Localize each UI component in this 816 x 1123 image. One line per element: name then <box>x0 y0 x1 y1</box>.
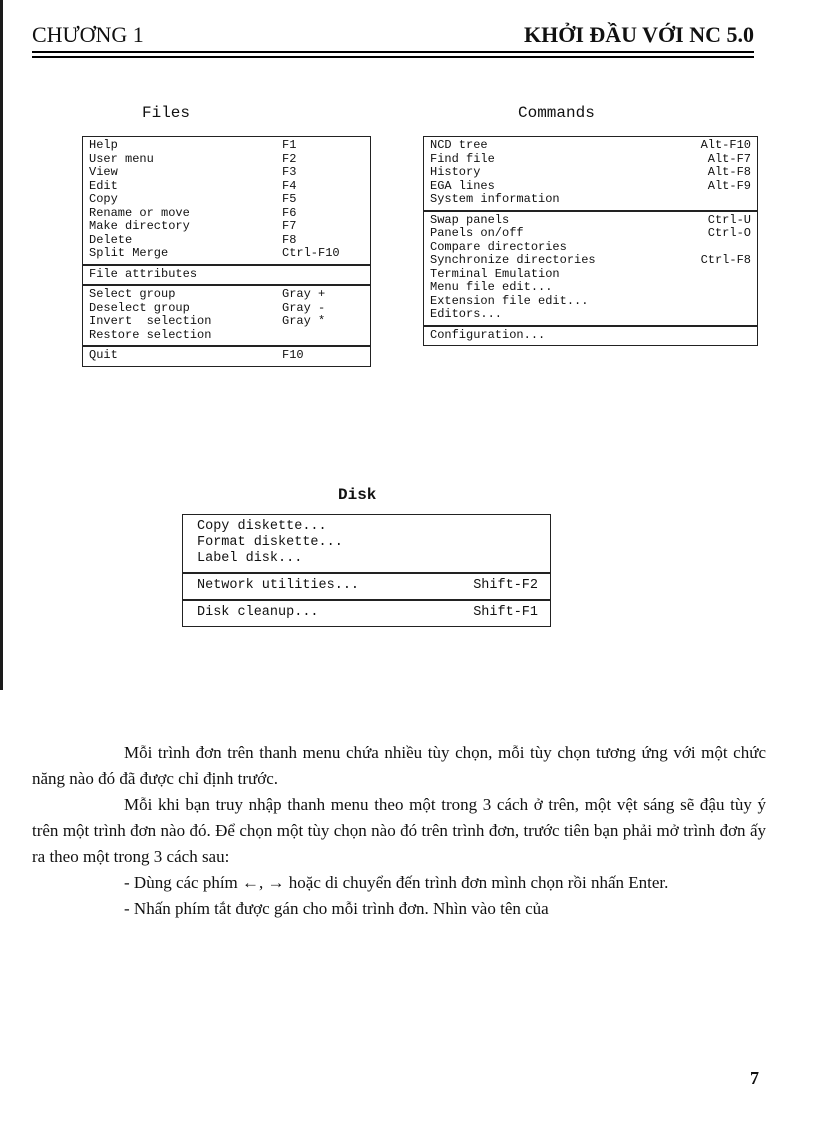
menu-item[interactable] <box>83 288 370 302</box>
menu-group <box>183 572 550 599</box>
menu-group <box>424 137 757 210</box>
menu-item-label: Help <box>89 138 118 152</box>
menu-item-shortcut: F2 <box>282 151 297 166</box>
paragraph: - Dùng các phím ←, → hoặc di chuyển đến trình đơn mình chọn rồi nhấn Enter. <box>124 873 669 892</box>
header-rule <box>32 51 754 53</box>
menu-item-label: Label disk... <box>197 551 303 566</box>
menu-item-shortcut: Ctrl-F10 <box>282 246 340 260</box>
menu-item-shortcut: Ctrl-O <box>707 226 751 240</box>
menu-item[interactable] <box>183 578 550 594</box>
menu-item-label: Extension file edit... <box>430 293 589 308</box>
menu-group <box>424 210 757 325</box>
menu-item-label: Menu file edit... <box>430 280 553 294</box>
menu-item-shortcut: Alt-F10 <box>700 138 751 152</box>
menu-item-label: User menu <box>89 151 154 166</box>
menu-group <box>83 137 370 264</box>
files-menu-title: Files <box>142 104 191 122</box>
menu-item[interactable] <box>424 214 757 228</box>
menu-item-label: Format diskette... <box>197 535 343 550</box>
menu-item[interactable] <box>83 193 370 207</box>
menu-group <box>424 325 757 346</box>
menu-item-label: Panels on/off <box>430 226 524 240</box>
menu-item-shortcut <box>751 308 757 322</box>
menu-item-shortcut <box>538 551 550 567</box>
commands-menu-panel <box>423 136 758 346</box>
menu-item-shortcut: F5 <box>282 192 297 206</box>
menu-group <box>83 264 370 285</box>
menu-item-shortcut: Alt-F9 <box>707 178 751 193</box>
page-number: 7 <box>750 1068 759 1088</box>
menu-group <box>183 515 550 572</box>
menu-item-shortcut: Shift-F1 <box>473 605 538 620</box>
menu-item-label: History <box>430 165 481 179</box>
menu-item[interactable] <box>424 153 757 167</box>
menu-item[interactable] <box>83 349 370 363</box>
menu-item-shortcut: Shift-F2 <box>473 578 538 593</box>
menu-item-label: Deselect group <box>89 300 190 315</box>
menu-item-shortcut <box>751 295 757 309</box>
menu-item[interactable] <box>83 180 370 194</box>
chapter-label: CHƯƠNG 1 <box>32 22 144 47</box>
menu-item[interactable] <box>183 605 550 621</box>
menu-item-label: Split Merge <box>89 246 169 260</box>
menu-group <box>183 599 550 626</box>
menu-item[interactable] <box>424 268 757 282</box>
menu-item[interactable] <box>83 302 370 316</box>
page-header <box>32 22 754 52</box>
body-text <box>32 740 766 922</box>
menu-item-shortcut: F1 <box>282 138 297 152</box>
menu-item[interactable] <box>424 241 757 255</box>
menu-item[interactable] <box>83 220 370 234</box>
menu-item-label: Editors... <box>430 307 503 321</box>
menu-item[interactable] <box>83 329 370 343</box>
menu-item-label: Compare directories <box>430 239 567 254</box>
menu-item-shortcut <box>751 193 757 207</box>
menu-item-shortcut: Ctrl-F8 <box>700 253 751 267</box>
menu-item-shortcut: F3 <box>282 165 297 179</box>
disk-menu-panel <box>182 514 551 627</box>
menu-item[interactable] <box>424 254 757 268</box>
menu-item-label: Configuration... <box>430 327 546 342</box>
menu-item-label: System information <box>430 192 560 206</box>
menu-item-shortcut <box>751 268 757 282</box>
menu-item-label: Select group <box>89 287 176 301</box>
menu-item[interactable] <box>424 227 757 241</box>
menu-item[interactable] <box>424 166 757 180</box>
menu-item[interactable] <box>424 281 757 295</box>
menu-item-label: Disk cleanup... <box>197 605 319 620</box>
menu-item[interactable] <box>424 295 757 309</box>
menu-item-shortcut: Gray * <box>282 314 326 328</box>
paragraph: - Nhấn phím tắt được gán cho mỗi trình đơn. Nhìn vào tên của <box>124 899 549 918</box>
menu-item-shortcut: F7 <box>282 219 297 233</box>
menu-item[interactable] <box>183 551 550 567</box>
menu-item[interactable] <box>424 329 757 343</box>
menu-item[interactable] <box>183 519 550 535</box>
menu-item-shortcut <box>538 519 550 535</box>
menu-item-label: Delete <box>89 232 133 247</box>
menu-item-label: EGA lines <box>430 178 495 193</box>
menu-item-shortcut: Gray - <box>282 300 326 315</box>
menu-item-shortcut <box>538 535 550 551</box>
menu-item-label: Network utilities... <box>197 578 360 593</box>
menu-item-label: Rename or move <box>89 205 190 220</box>
menu-item[interactable] <box>83 153 370 167</box>
menu-item-label: Make directory <box>89 219 190 233</box>
menu-item[interactable] <box>424 193 757 207</box>
commands-menu-title: Commands <box>518 104 595 122</box>
menu-item[interactable] <box>83 207 370 221</box>
files-menu-panel <box>82 136 371 367</box>
menu-item-label: Terminal Emulation <box>430 266 560 281</box>
menu-item-shortcut <box>282 268 370 282</box>
menu-item-shortcut: F10 <box>282 348 304 362</box>
menu-item[interactable] <box>83 247 370 261</box>
menu-item-shortcut: Ctrl-U <box>707 212 751 227</box>
paragraph: Mỗi trình đơn trên thanh menu chứa nhiều tùy chọn, mỗi tùy chọn tương ứng với một chức năng nào đó đã được chỉ định trước. <box>32 743 766 788</box>
menu-item-label: File attributes <box>89 266 198 281</box>
header-rule-double <box>32 56 754 58</box>
disk-menu-title: Disk <box>338 486 377 504</box>
menu-group <box>83 284 370 345</box>
menu-item-shortcut: F6 <box>282 205 297 220</box>
menu-group <box>83 345 370 366</box>
menu-item-label: Edit <box>89 178 118 193</box>
section-title: KHỞI ĐẦU VỚI NC 5.0 <box>523 22 754 47</box>
menu-item-label: Invert selection <box>89 314 212 328</box>
menu-item-shortcut <box>751 281 757 295</box>
menu-item-shortcut <box>751 241 757 255</box>
menu-item-shortcut <box>282 329 370 343</box>
menu-item[interactable] <box>83 166 370 180</box>
menu-item-label: Restore selection <box>89 327 212 342</box>
menu-item[interactable] <box>183 535 550 551</box>
menu-item-shortcut: Alt-F8 <box>707 165 751 179</box>
menu-item[interactable] <box>424 139 757 153</box>
paragraph: Mỗi khi bạn truy nhập thanh menu theo một trong 3 cách ở trên, một vệt sáng sẽ đậu tùy ý trên một trình đơn nào đó. Để chọn một tùy chọn nào đó trên trình đơn, trước tiên bạn phải mở trình đơn ấy ra theo một trong 3 cách sau: <box>32 795 766 866</box>
menu-item-label: Synchronize directories <box>430 253 596 267</box>
menu-item[interactable] <box>83 268 370 282</box>
menu-item-label: Swap panels <box>430 212 510 227</box>
menu-item-label: Find file <box>430 151 495 166</box>
page-edge-bar <box>0 0 3 690</box>
menu-item[interactable] <box>424 180 757 194</box>
menu-item-shortcut: Gray + <box>282 287 326 301</box>
menu-item[interactable] <box>424 308 757 322</box>
menu-item-shortcut: F4 <box>282 178 297 193</box>
menu-item[interactable] <box>83 315 370 329</box>
menu-item[interactable] <box>83 139 370 153</box>
menu-item-label: Quit <box>89 348 118 362</box>
menu-item-label: View <box>89 165 118 179</box>
menu-item-shortcut: Alt-F7 <box>707 151 751 166</box>
menu-item-shortcut <box>751 329 757 343</box>
menu-item[interactable] <box>83 234 370 248</box>
menu-item-label: NCD tree <box>430 138 488 152</box>
menu-item-label: Copy <box>89 192 118 206</box>
menu-item-label: Copy diskette... <box>197 519 327 534</box>
menu-item-shortcut: F8 <box>282 232 297 247</box>
